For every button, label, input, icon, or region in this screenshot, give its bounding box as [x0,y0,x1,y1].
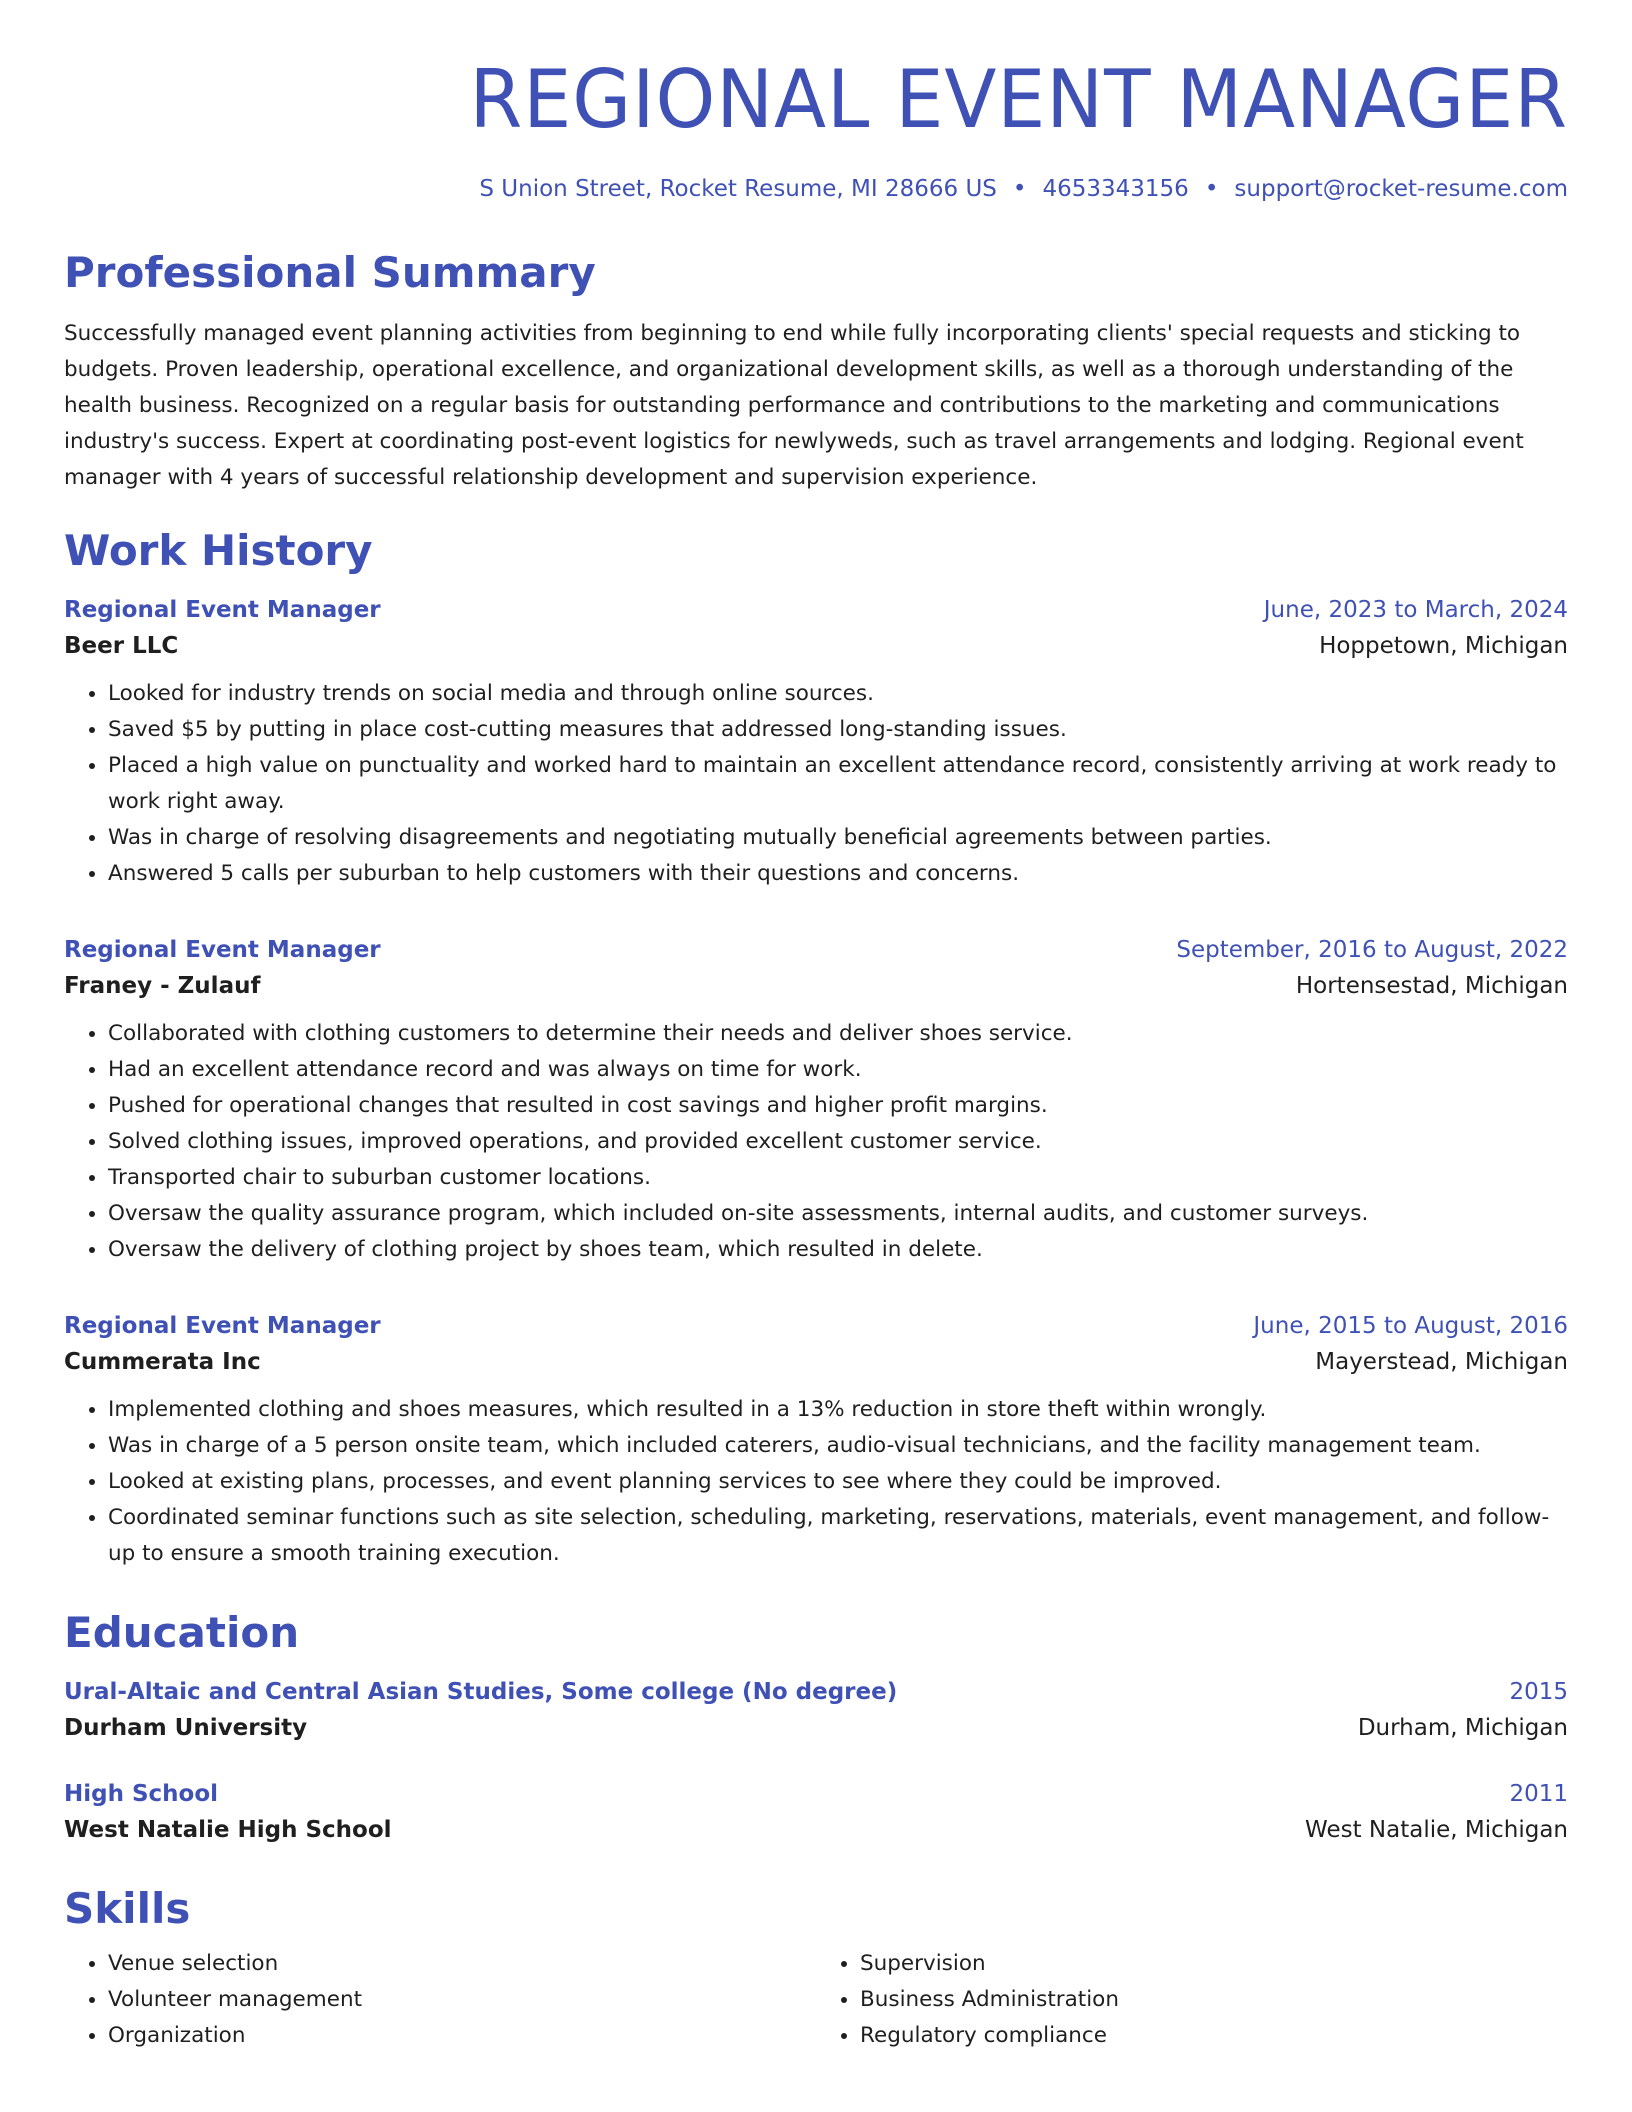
job-bullets [64,676,1568,892]
contact-address: S Union Street, Rocket Resume, MI 28666 US [479,176,997,202]
job-bullets [64,1392,1568,1572]
job-dates: June, 2015 to August, 2016 [1253,1312,1568,1339]
job-location: Hortensestad, Michigan [1295,972,1568,999]
skill-item: • Supervision [860,1946,1568,1982]
education-entry [64,1676,1568,1748]
job-bullet: • Placed a high value on punctuality and worked hard to maintain an excellent attendance record, consistently arriving at work ready to work right away. [108,748,1568,820]
job-bullet: • Transported chair to suburban customer locations. [108,1160,1568,1196]
resume-page [64,0,1568,2054]
job-bullet: • Implemented clothing and shoes measures, which resulted in a 13% reduction in store theft within wrongly. [108,1392,1568,1428]
job-dates: September, 2016 to August, 2022 [1176,936,1568,963]
job-title: Regional Event Manager [64,936,381,963]
skill-item: • Regulatory compliance [860,2018,1568,2054]
skills-heading: Skills [64,1883,191,1933]
job-bullet: • Was in charge of resolving disagreements and negotiating mutually beneficial agreements between parties. [108,820,1568,856]
skill-item: • Organization [108,2018,816,2054]
education-school: West Natalie High School [64,1816,392,1843]
education-school: Durham University [64,1714,308,1741]
job-location: Mayerstead, Michigan [1315,1348,1568,1375]
contact-email: support@rocket-resume.com [1234,176,1568,202]
education-entry [64,1778,1568,1850]
job-company: Cummerata Inc [64,1348,261,1375]
summary-text: Successfully managed event planning activities from beginning to end while fully incorporating clients' special requests and sticking to budgets. Proven leadership, operational excellence, and organizational development skills, as well as a thorough understanding of the health business. Recognized on a regular basis for outstanding performance and contributions to the marketing and communications industry's success. Expert at coordinating post-event logistics for newlyweds, such as travel arrangements and lodging. Regional event manager with 4 years of successful relationship development and supervision experience. [64,320,1524,490]
education-location: Durham, Michigan [1357,1714,1568,1741]
job-bullet: • Answered 5 calls per suburban to help customers with their questions and concerns. [108,856,1568,892]
contact-separator: • [1012,176,1027,202]
job-entry [64,934,1568,1268]
contact-phone: 4653343156 [1042,176,1189,202]
job-bullet: • Coordinated seminar functions such as site selection, scheduling, marketing, reservations, materials, event management, and follow-up to ensure a smooth training execution. [108,1500,1568,1572]
work-history-heading: Work History [64,525,373,575]
skills-list [64,1946,1568,2054]
education-degree: High School [64,1780,219,1807]
job-entry [64,1310,1568,1572]
job-bullet: • Was in charge of a 5 person onsite team, which included caterers, audio-visual technicians, and the facility management team. [108,1428,1568,1464]
job-title: Regional Event Manager [64,596,381,623]
job-title: Regional Event Manager [64,1312,381,1339]
job-bullet: • Solved clothing issues, improved operations, and provided excellent customer service. [108,1124,1568,1160]
job-bullet: • Had an excellent attendance record and was always on time for work. [108,1052,1568,1088]
job-bullet: • Pushed for operational changes that resulted in cost savings and higher profit margins. [108,1088,1568,1124]
education-heading: Education [64,1607,300,1657]
summary-heading: Professional Summary [64,247,596,297]
contact-separator: • [1204,176,1219,202]
education-year: 2015 [1509,1678,1568,1705]
education-location: West Natalie, Michigan [1305,1816,1568,1843]
job-bullet: • Looked for industry trends on social media and through online sources. [108,676,1568,712]
skills-column-left [64,1946,816,2054]
job-bullet: • Collaborated with clothing customers to determine their needs and deliver shoes service. [108,1016,1568,1052]
job-company: Franey - Zulauf [64,972,261,999]
job-dates: June, 2023 to March, 2024 [1263,596,1568,623]
contact-line [64,176,1568,204]
job-bullet: • Looked at existing plans, processes, and event planning services to see where they could be improved. [108,1464,1568,1500]
skill-item: • Venue selection [108,1946,816,1982]
job-bullets [64,1016,1568,1268]
education-year: 2011 [1509,1780,1568,1807]
skills-column-right [816,1946,1568,2054]
job-bullet: • Oversaw the delivery of clothing project by shoes team, which resulted in delete. [108,1232,1568,1268]
job-entry [64,594,1568,892]
skill-item: • Business Administration [860,1982,1568,2018]
job-bullet: • Saved $5 by putting in place cost-cutting measures that addressed long-standing issues. [108,712,1568,748]
resume-name: REGIONAL EVENT MANAGER [469,53,1568,146]
skill-item: • Volunteer management [108,1982,816,2018]
job-bullet: • Oversaw the quality assurance program, which included on-site assessments, internal audits, and customer surveys. [108,1196,1568,1232]
education-degree: Ural-Altaic and Central Asian Studies, Some college (No degree) [64,1678,898,1705]
job-location: Hoppetown, Michigan [1319,632,1568,659]
job-company: Beer LLC [64,632,179,659]
